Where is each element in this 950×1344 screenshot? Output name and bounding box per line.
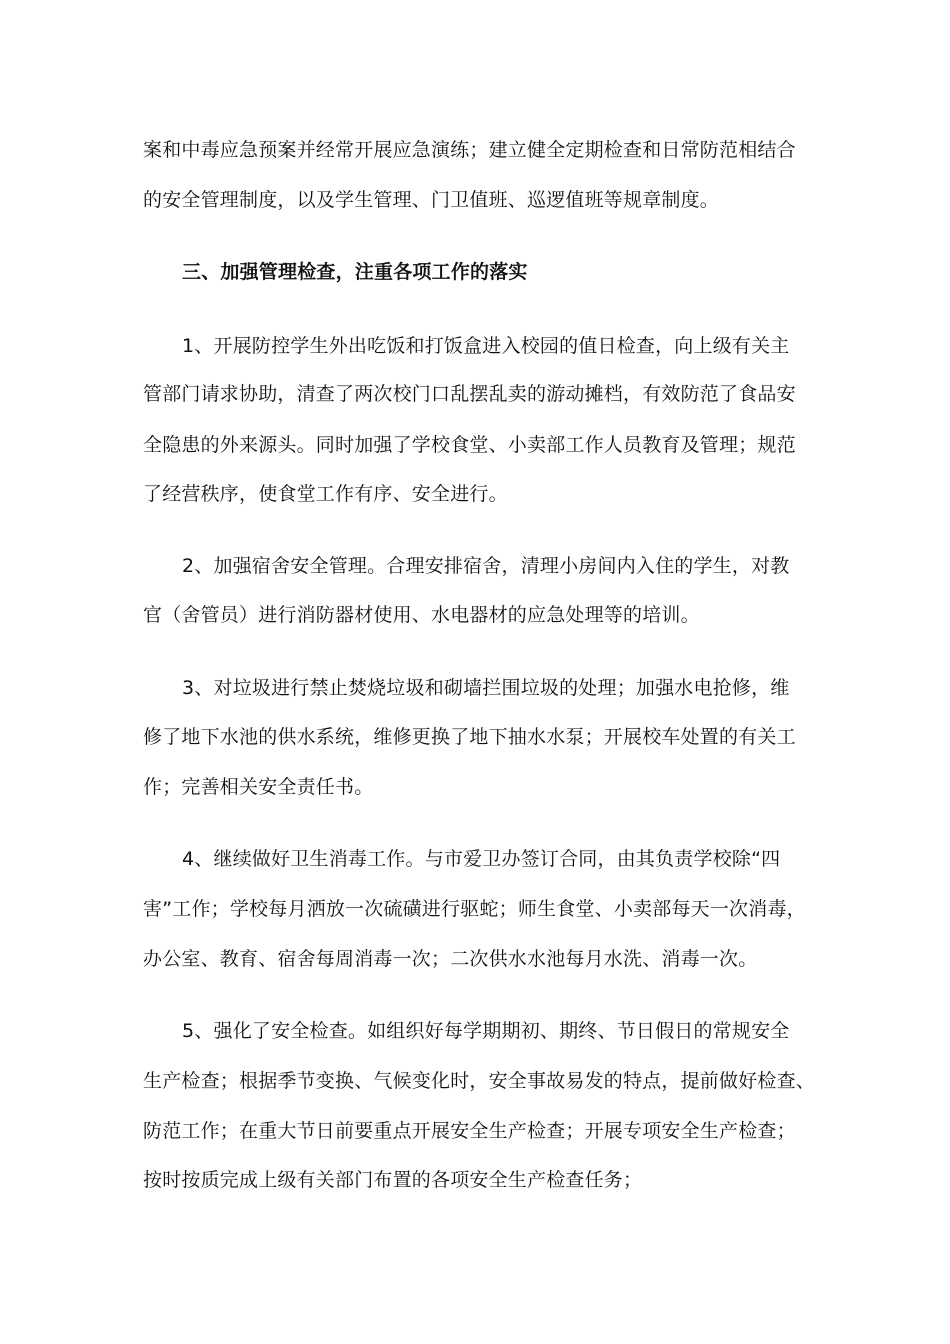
item1-line-1: 1、开展防控学生外出吃饭和打饭盒进入校园的值日检查，向上级有关主 (182, 335, 790, 357)
item3-line-1: 3、对垃圾进行禁止焚烧垃圾和砌墙拦围垃圾的处理；加强水电抢修，维 (182, 677, 790, 699)
item3-line-3: 作；完善相关安全责任书。 (143, 776, 374, 798)
intro-line-1: 案和中毒应急预案并经常开展应急演练；建立健全定期检查和日常防范相结合 (143, 139, 796, 161)
item4-line-2: 害”工作；学校每月洒放一次硫磺进行驱蛇；师生食堂、小卖部每天一次消毒， (143, 898, 806, 920)
item3-line-2: 修了地下水池的供水系统，维修更换了地下抽水水泵；开展校车处置的有关工 (143, 726, 796, 748)
item5-line-2: 生产检查；根据季节变换、气候变化时，安全事故易发的特点，提前做好检查、 (143, 1070, 816, 1092)
item4-line-1: 4、继续做好卫生消毒工作。与市爱卫办签订合同，由其负责学校除“四 (182, 848, 781, 870)
item2-line-1: 2、加强宿舍安全管理。合理安排宿舍，清理小房间内入住的学生，对教 (182, 555, 790, 577)
item1-line-2: 管部门请求协助，清查了两次校门口乱摆乱卖的游动摊档，有效防范了食品安 (143, 383, 796, 405)
item5-line-3: 防范工作；在重大节日前要重点开展安全生产检查；开展专项安全生产检查； (143, 1120, 796, 1142)
item1-line-4: 了经营秩序，使食堂工作有序、安全进行。 (143, 483, 508, 505)
item5-line-1: 5、强化了安全检查。如组织好每学期期初、期终、节日假日的常规安全 (182, 1020, 790, 1042)
intro-line-2: 的安全管理制度，以及学生管理、门卫值班、巡逻值班等规章制度。 (143, 189, 720, 211)
item5-line-4: 按时按质完成上级有关部门布置的各项安全生产检查任务； (143, 1169, 643, 1191)
section-heading: 三、加强管理检查，注重各项工作的落实 (182, 261, 528, 283)
item2-line-2: 官（舍管员）进行消防器材使用、水电器材的应急处理等的培训。 (143, 604, 700, 626)
item1-line-3: 全隐患的外来源头。同时加强了学校食堂、小卖部工作人员教育及管理；规范 (143, 434, 796, 456)
item4-line-3: 办公室、教育、宿舍每周消毒一次；二次供水水池每月水洗、消毒一次。 (143, 948, 758, 970)
